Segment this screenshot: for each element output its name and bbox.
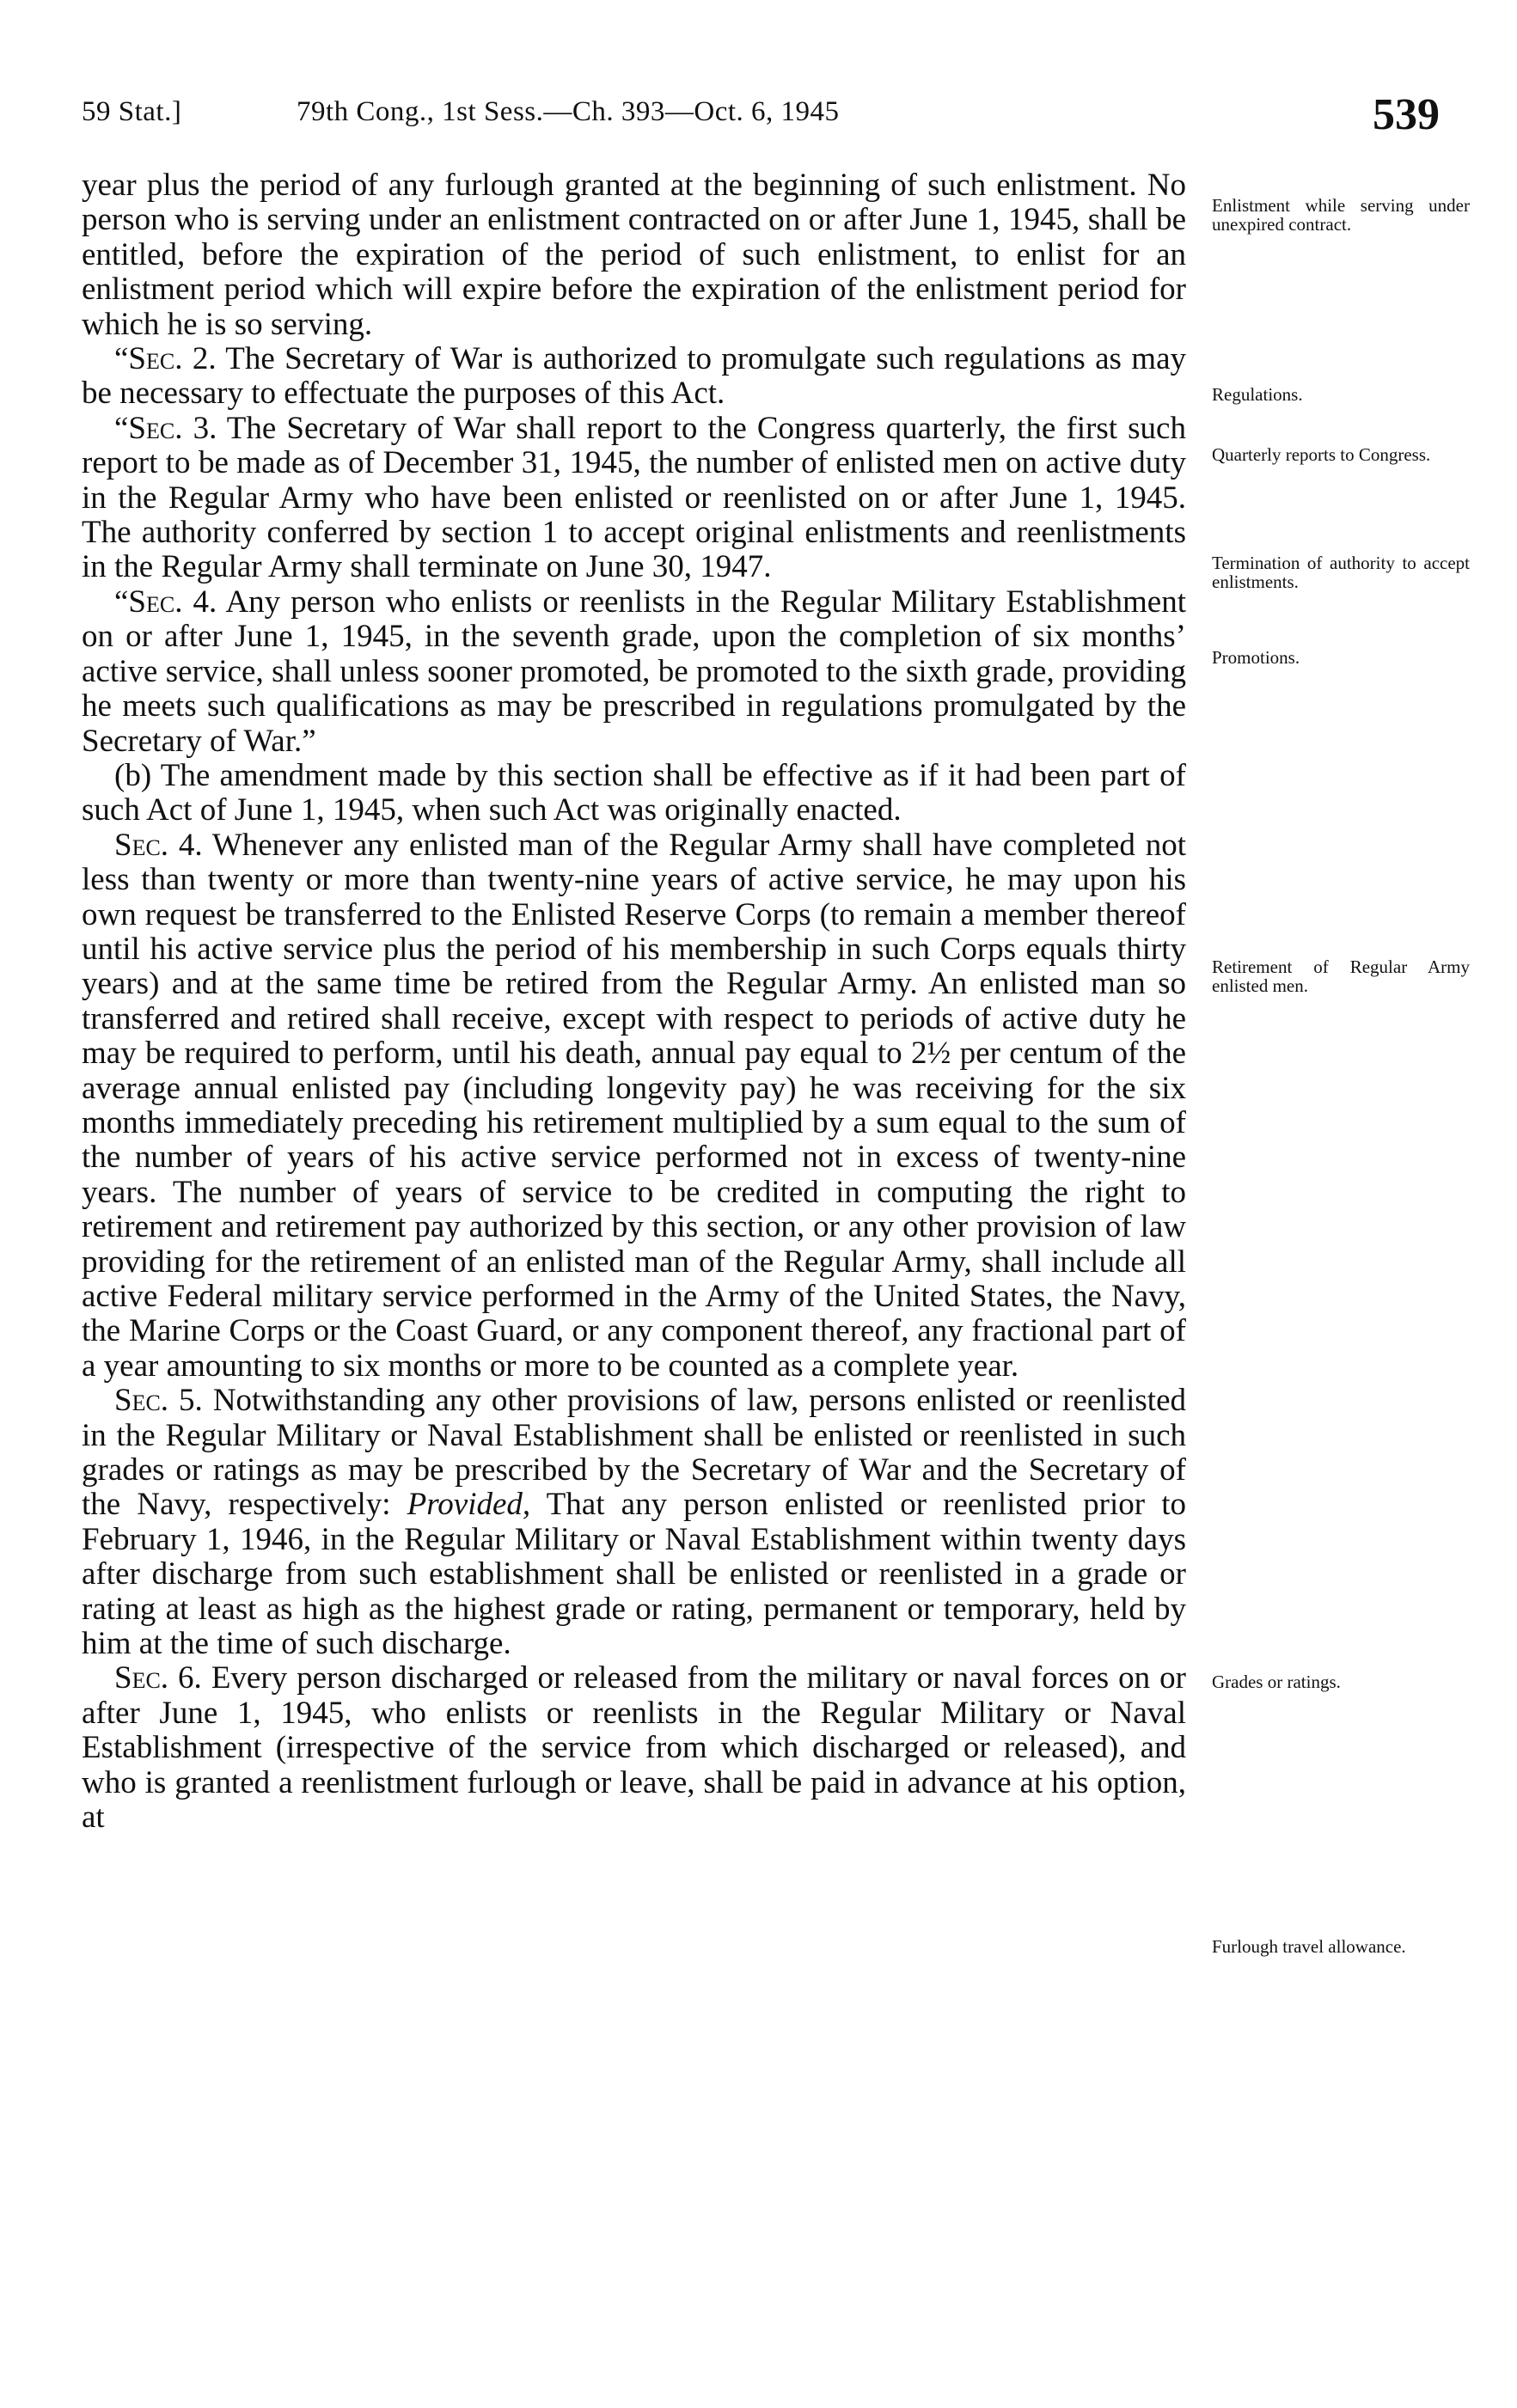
section-label: Sec. 4. [114,827,203,863]
running-header [82,90,1440,148]
section-label: “Sec. 2. [114,341,217,377]
provided-italic: Provided, [407,1487,531,1523]
paragraph-b: (b) The amendment made by this section shall be effective as if it had been part of such Act of June 1, 1945, when such Act was originally enacted. [82,757,1186,828]
section-label: “Sec. 4. [114,584,217,620]
paragraph-sec-4-quoted: “Sec. 4. Any person who enlists or reenlists in the Regular Military Establishment on or after June 1, 1945, in the seventh grade, upon the completion of six months’ active service, shall unless sooner promoted, be promoted to the sixth grade, providing he meets such qualifications as may be prescribed in regulations promulgated by the Secretary of War.” [82,584,1186,759]
paragraph-sec-2: “Sec. 2. The Secretary of War is authorized to promulgate such regulations as may be necessary to effectuate the purposes of this Act. [82,341,1186,412]
paragraph-continuation: year plus the period of any furlough granted at the beginning of such enlistment. No person who is serving under an enlistment contracted on or after June 1, 1945, shall be entitled, before the expiration of the period of such enlistment, to enlist for an enlistment period which will expire before the expiration of the enlistment period for which he is so serving. [82,168,1186,342]
statute-text [82,168,1186,1836]
margin-note-retirement: Retirement of Regular Army enlisted men. [1212,956,1470,996]
margin-note-regulations: Regulations. [1212,384,1303,405]
paragraph-sec-4: Sec. 4. Whenever any enlisted man of the Regular Army shall have completed not less than twenty or more than twenty-nine years of active service, he may upon his own request be transferred to the Enlisted Reserve Corps (to remain a member thereof until his active service plus the period of his membership in such Corps equals thirty years) and at the same time be retired from the Regular Army. An enlisted man so transferred and retired shall receive, except with respect to periods of active duty he may be required to perform, until his death, annual pay equal to 2½ per centum of the average annual enlisted pay (including longevity pay) he was receiving for the six months immediately preceding his retirement multiplied by a sum equal to the sum of the number of years of his active service performed not in excess of twenty-nine years. The number of years of service to be credited in computing the right to retirement and retirement pay authorized by this section, or any other provision of law providing for the retirement of an enlisted man of the Regular Army, shall include all active Federal military service performed in the Army of the United States, the Navy, the Marine Corps or the Coast Guard, or any component thereof, any fractional part of a year amounting to six months or more to be counted as a complete year. [82,827,1186,1384]
margin-note-enlistment: Enlistment while serving under unexpired contract. [1212,195,1470,235]
session-citation: 79th Cong., 1st Sess.—Ch. 393—Oct. 6, 1945 [297,96,840,127]
paragraph-sec-3: “Sec. 3. The Secretary of War shall report to the Congress quarterly, the first such report to be made as of December 31, 1945, the number of enlisted men on active duty in the Regular Army who have been enlisted or reenlisted on or after June 1, 1945. The authority conferred by section 1 to accept original enlistments and reenlistments in the Regular Army shall terminate on June 30, 1947. [82,410,1186,585]
margin-note-termination: Termination of authority to accept enlistments. [1212,553,1470,592]
section-label: Sec. 5. [114,1383,203,1419]
volume-citation: 59 Stat.] [82,96,182,127]
margin-note-grades: Grades or ratings. [1212,1672,1341,1692]
section-label: Sec. 6. [114,1660,202,1696]
paragraph-sec-6: Sec. 6. Every person discharged or released from the military or naval forces on or after June 1, 1945, who enlists or reenlists in the Regular Military or Naval Establishment (irrespective of the service from which discharged or released), and who is granted a reenlistment furlough or leave, shall be paid in advance at his option, at [82,1660,1186,1836]
paragraph-sec-5: Sec. 5. Notwithstanding any other provisions of law, persons enlisted or reenlisted in the Regular Military or Naval Establishment shall be enlisted or reenlisted in such grades or ratings as may be prescribed by the Secretary of War and the Secretary of the Navy, respectively: Provided, That any person enlisted or reenlisted prior to February 1, 1946, in the Regular Military or Naval Establishment within twenty days after discharge from such establishment shall be enlisted or reenlisted in a grade or rating at least as high as the highest grade or rating, permanent or temporary, held by him at the time of such discharge. [82,1383,1186,1662]
section-label: “Sec. 3. [114,410,217,446]
margin-note-quarterly-reports: Quarterly reports to Congress. [1212,444,1431,465]
margin-note-promotions: Promotions. [1212,647,1300,668]
page-number: 539 [1373,90,1440,139]
margin-note-furlough: Furlough travel allowance. [1212,1936,1406,1957]
